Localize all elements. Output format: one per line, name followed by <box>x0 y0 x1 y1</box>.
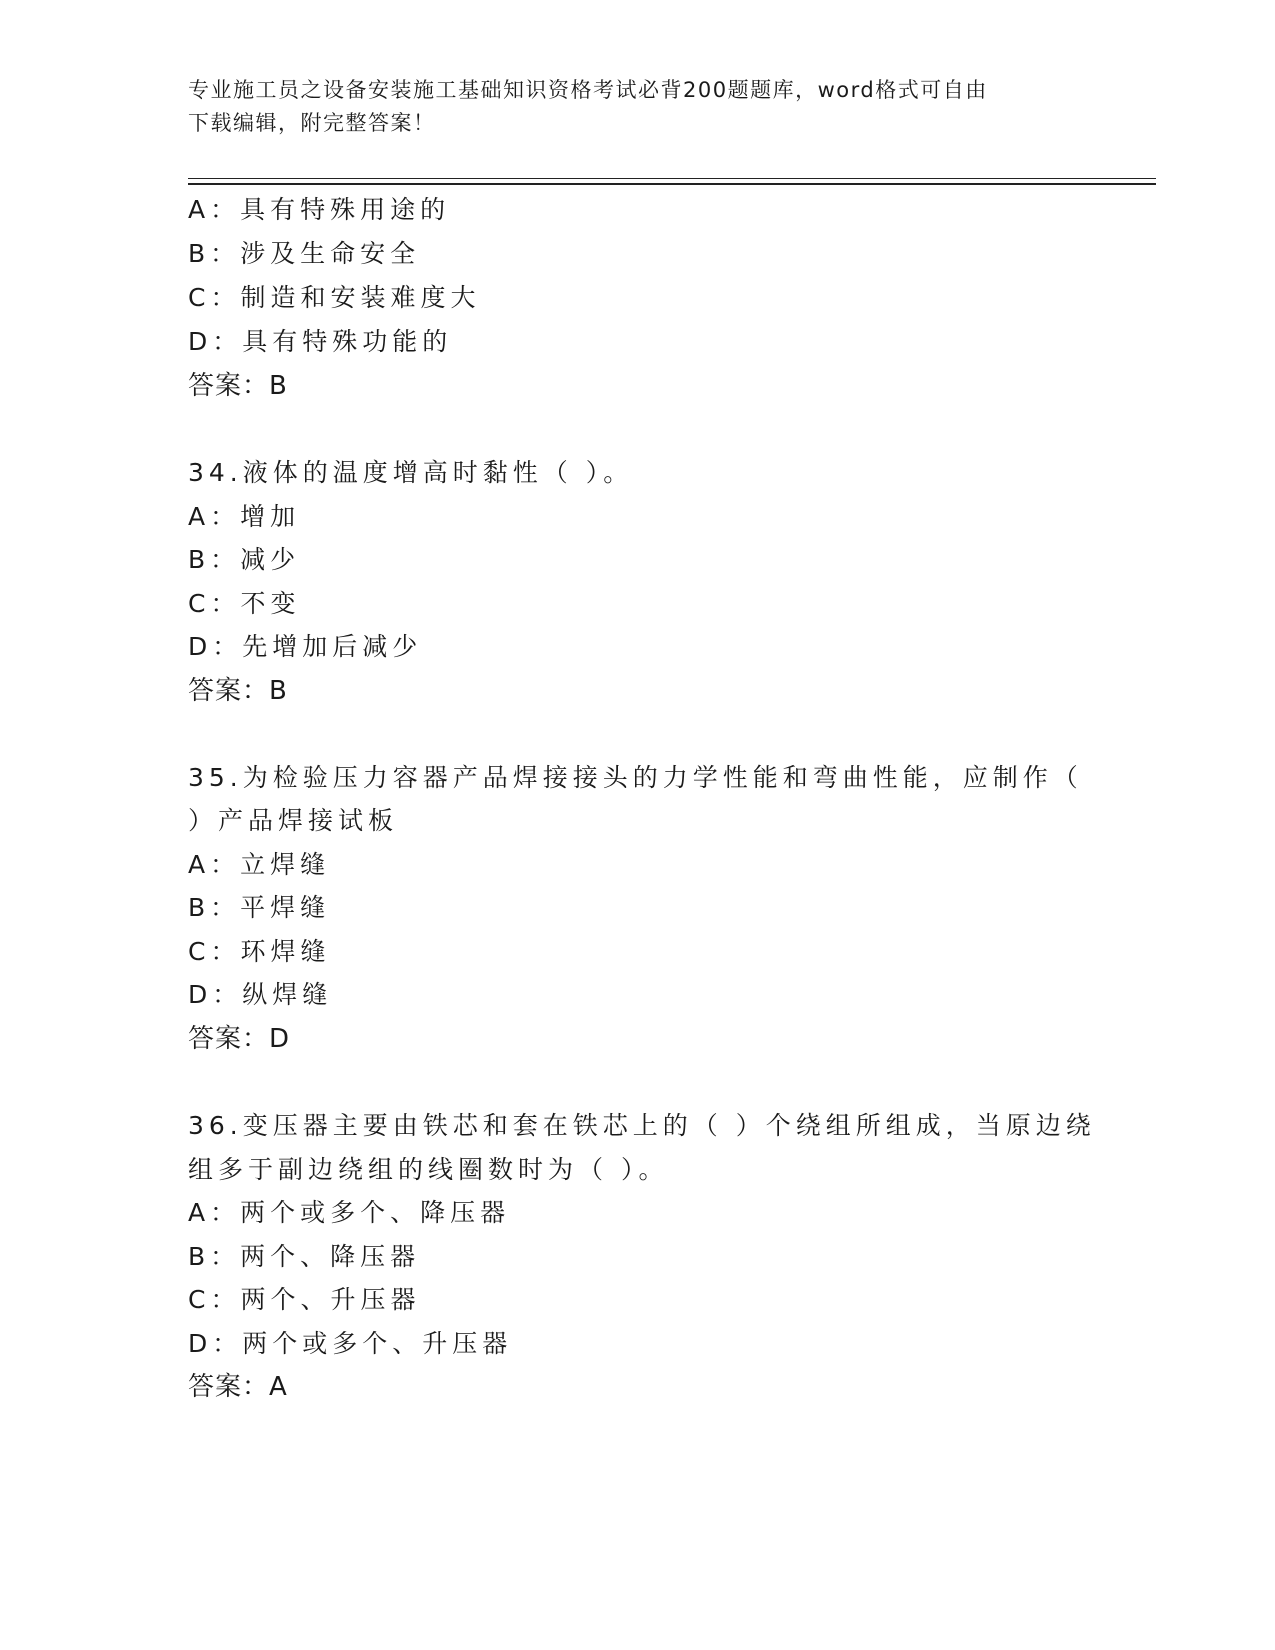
q35-question-line-1: 35.为检验压力容器产品焊接接头的力学性能和弯曲性能，应制作（ <box>188 763 1083 792</box>
q35-option-a: A：立焊缝 <box>188 850 331 879</box>
q34-option-d: D：先增加后减少 <box>188 632 423 661</box>
q36-option-b: B：两个、降压器 <box>188 1242 421 1271</box>
q36-question-line-2: 组多于副边绕组的线圈数时为（ ）。 <box>188 1155 669 1184</box>
q36-option-a: A：两个或多个、降压器 <box>188 1198 511 1227</box>
q34-option-b: B：减少 <box>188 545 301 574</box>
q33-option-a: A：具有特殊用途的 <box>188 195 451 224</box>
q33-option-c: C：制造和安装难度大 <box>188 283 481 312</box>
q35-option-d: D：纵焊缝 <box>188 980 333 1009</box>
q36-option-c: C：两个、升压器 <box>188 1285 421 1314</box>
q34-option-c: C：不变 <box>188 589 301 618</box>
q33-option-b: B：涉及生命安全 <box>188 239 421 268</box>
q33-option-d: D：具有特殊功能的 <box>188 327 453 356</box>
q35-question-line-2: ）产品焊接试板 <box>188 806 399 835</box>
header-divider-thick <box>188 183 1156 185</box>
q34-question: 34.液体的温度增高时黏性（ ）。 <box>188 458 634 487</box>
q36-answer: 答案：A <box>188 1372 288 1402</box>
header-line-2: 下载编辑，附完整答案！ <box>188 111 436 135</box>
q35-answer: 答案：D <box>188 1024 291 1054</box>
q35-option-c: C：环焊缝 <box>188 937 331 966</box>
header-line-1: 专业施工员之设备安装施工基础知识资格考试必背200题题库，word格式可自由 <box>188 78 988 102</box>
q36-option-d: D：两个或多个、升压器 <box>188 1329 513 1358</box>
document-header <box>188 74 1078 140</box>
header-divider-thin <box>188 178 1156 179</box>
q33-answer: 答案：B <box>188 371 288 401</box>
q34-answer: 答案：B <box>188 676 288 706</box>
q35-option-b: B：平焊缝 <box>188 893 331 922</box>
q36-question-line-1: 36.变压器主要由铁芯和套在铁芯上的（ ）个绕组所组成，当原边绕 <box>188 1111 1096 1140</box>
q34-option-a: A：增加 <box>188 502 301 531</box>
